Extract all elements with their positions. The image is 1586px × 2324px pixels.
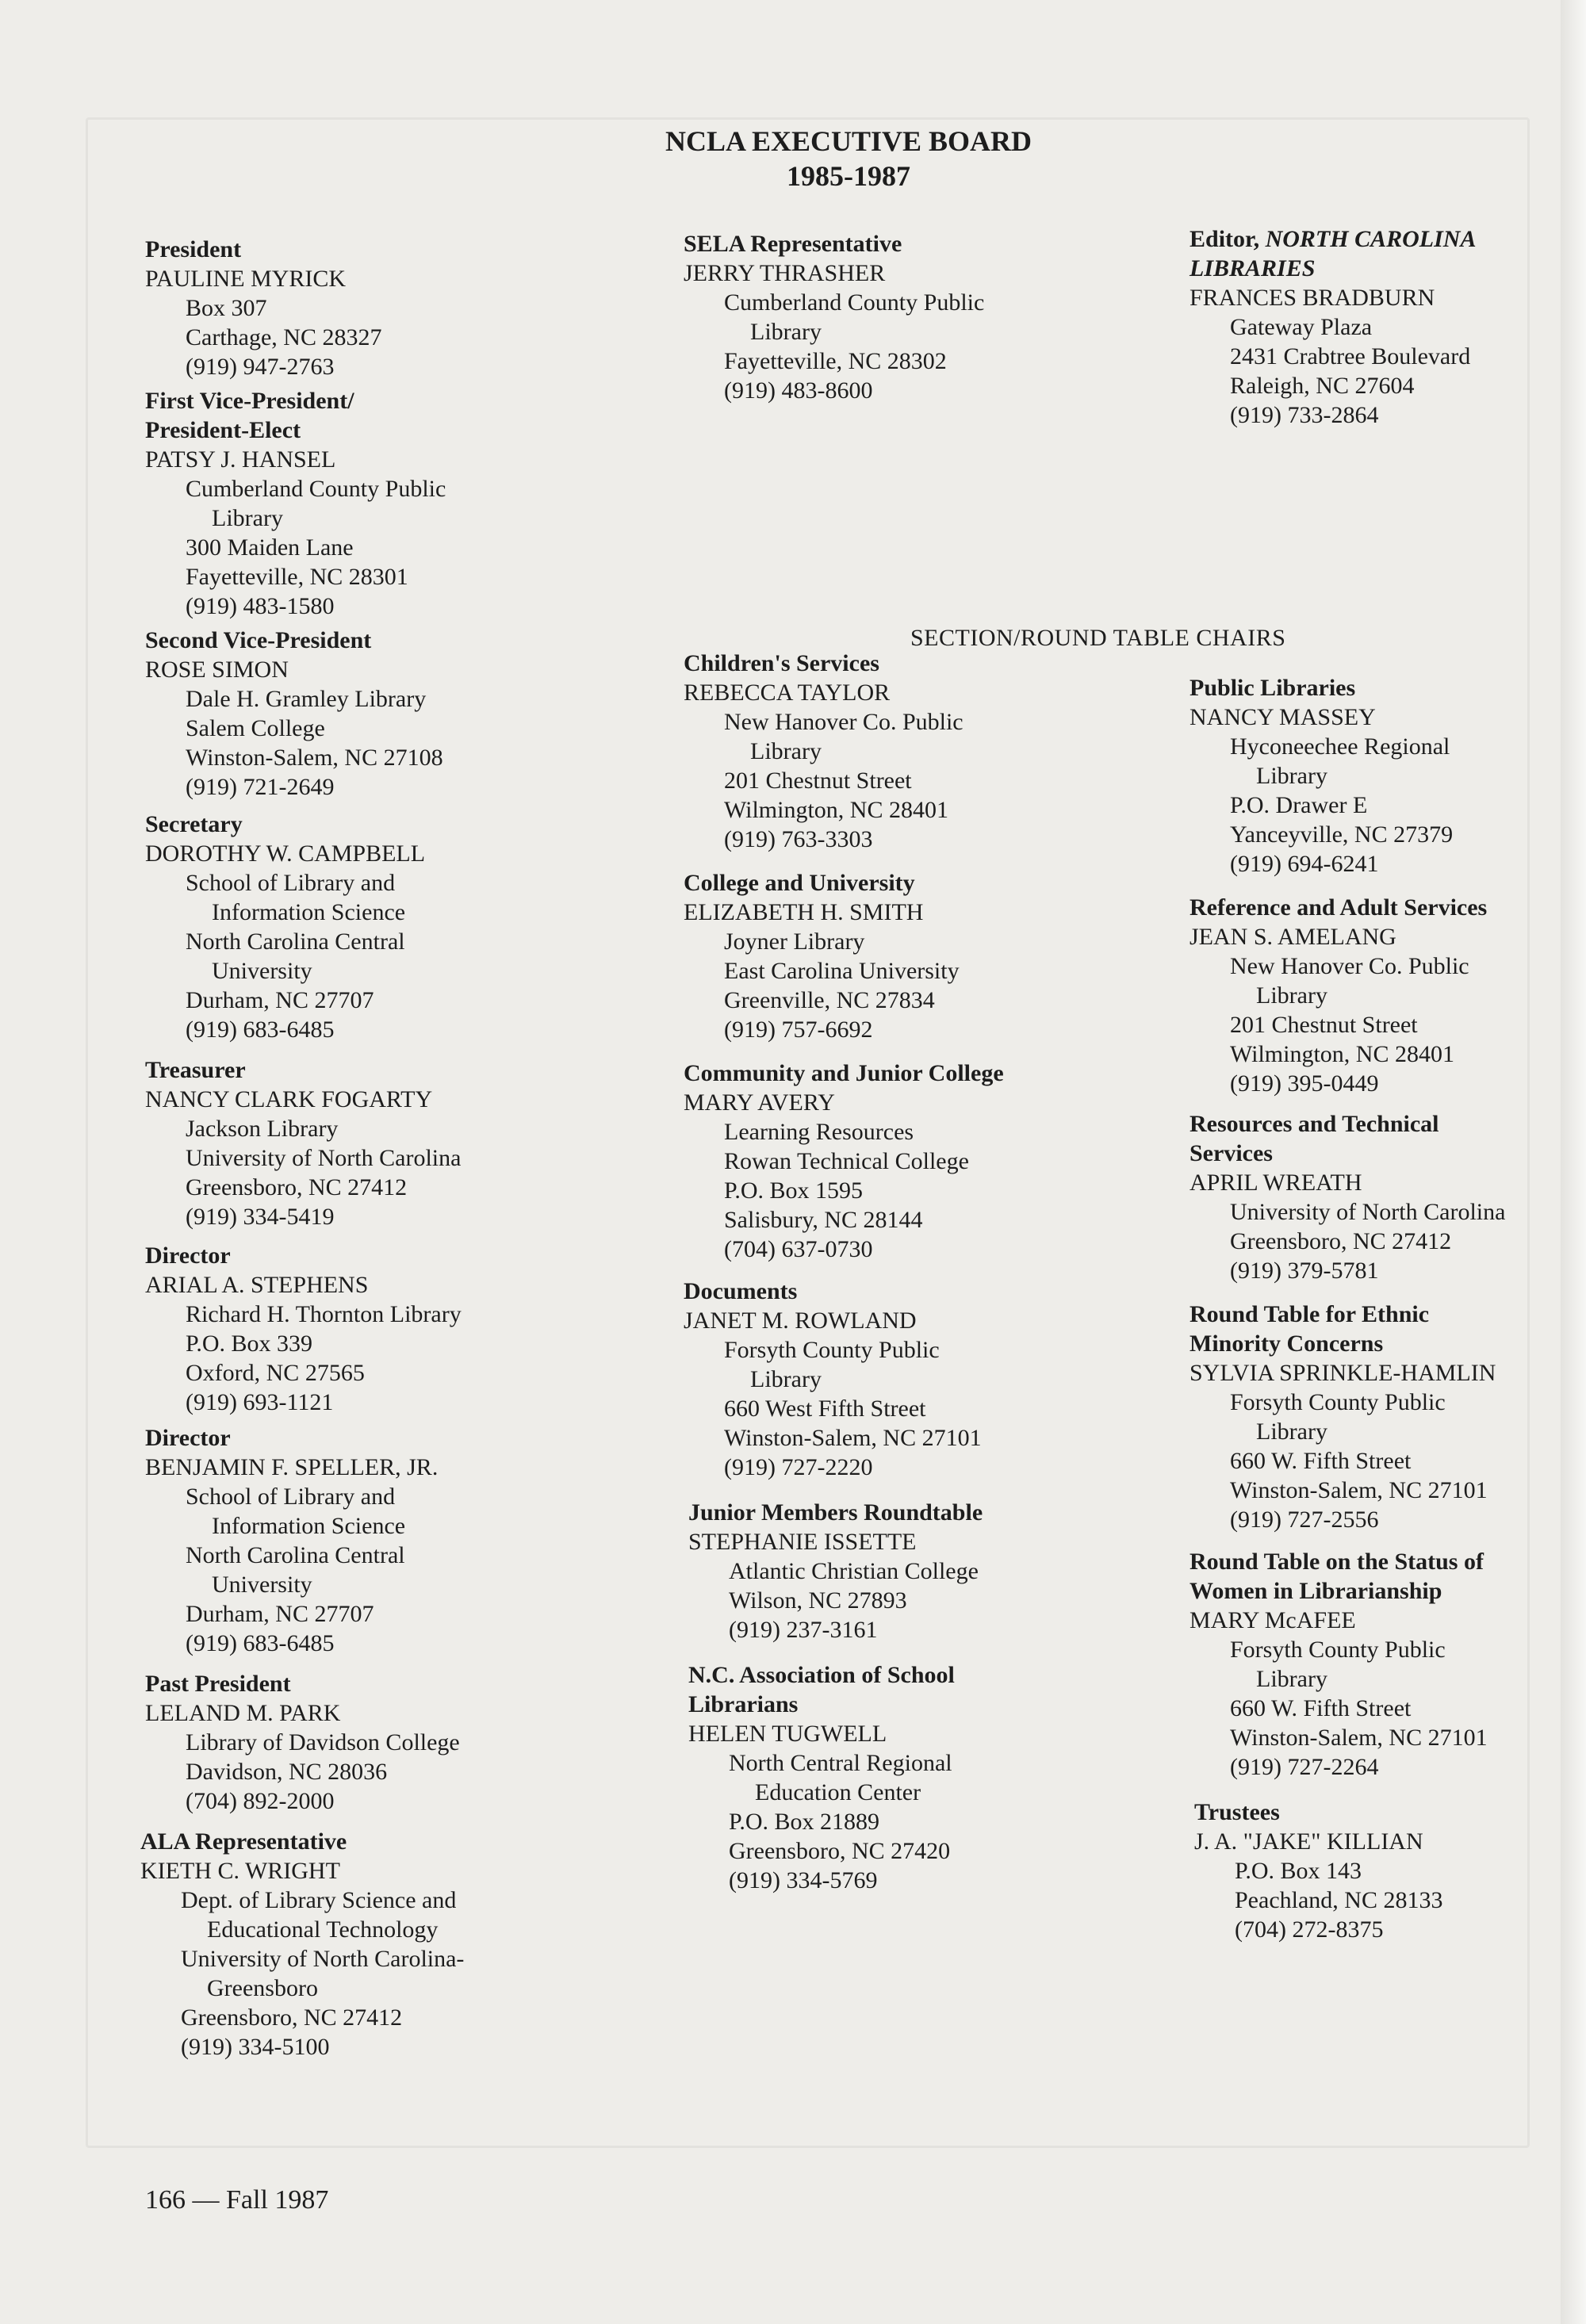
phone-number: (919) 721-2649 — [186, 774, 335, 800]
entry-ethnic-minority-roundtable — [1190, 1300, 1570, 1534]
phone-number: (919) 334-5769 — [729, 1867, 878, 1893]
address-line: Greensboro, NC 27412 — [186, 1174, 408, 1200]
address-line: Joyner Library — [724, 928, 865, 955]
address-line: Dale H. Gramley Library — [186, 686, 427, 712]
address-line: University of North Carolina — [1230, 1199, 1506, 1225]
person-name: MARY AVERY — [684, 1089, 835, 1116]
address-line: Salisbury, NC 28144 — [724, 1207, 923, 1233]
address-line: Library — [1256, 1666, 1327, 1692]
phone-number: (704) 637-0730 — [724, 1236, 873, 1262]
role-label — [1190, 254, 1570, 283]
address-line: Davidson, NC 28036 — [186, 1759, 388, 1785]
phone-number: (919) 727-2220 — [724, 1454, 873, 1480]
section-heading: SECTION/ROUND TABLE CHAIRS — [910, 625, 1286, 651]
address-line: Education Center — [755, 1779, 921, 1805]
person-name: J. A. "JAKE" KILLIAN — [1194, 1828, 1423, 1855]
role-label: Trustees — [1194, 1799, 1280, 1825]
address-line: Forsyth County Public — [1230, 1637, 1446, 1663]
role-label: Junior Members Roundtable — [688, 1499, 983, 1526]
phone-number: (919) 757-6692 — [724, 1017, 873, 1043]
phone-number: (919) 727-2264 — [1230, 1754, 1379, 1780]
person-name: NANCY MASSEY — [1190, 704, 1376, 730]
address-line: P.O. Box 339 — [186, 1330, 313, 1357]
address-line: Hyconeechee Regional — [1230, 733, 1450, 760]
entry-editor — [1190, 224, 1570, 430]
address-line: University — [212, 1572, 312, 1598]
role-label: Librarians — [688, 1691, 799, 1717]
address-line: Information Science — [212, 1513, 406, 1539]
address-line: Yanceyville, NC 27379 — [1230, 821, 1454, 848]
address-line: P.O. Box 21889 — [729, 1809, 880, 1835]
phone-number: (919) 334-5100 — [181, 2034, 330, 2060]
role-label: Past President — [145, 1671, 291, 1697]
address-line: Library — [1256, 982, 1327, 1009]
person-name: APRIL WREATH — [1190, 1170, 1362, 1196]
role-label: Public Libraries — [1190, 675, 1356, 701]
address-line: Greensboro, NC 27412 — [1230, 1228, 1452, 1254]
entry-ala-representative — [140, 1827, 589, 2062]
entry-secretary — [145, 810, 589, 1044]
address-line: Greensboro, NC 27412 — [181, 2004, 403, 2031]
entry-past-president — [145, 1669, 589, 1816]
entry-president — [145, 235, 589, 381]
role-label: First Vice-President/ — [145, 388, 354, 414]
person-name: ARIAL A. STEPHENS — [145, 1272, 369, 1298]
address-line: Box 307 — [186, 295, 267, 321]
phone-number: (919) 237-3161 — [729, 1617, 878, 1643]
address-line: School of Library and — [186, 870, 396, 896]
role-label: Round Table for Ethnic — [1190, 1301, 1430, 1327]
phone-number: (919) 483-1580 — [186, 593, 335, 619]
address-line: Winston-Salem, NC 27101 — [1230, 1725, 1488, 1751]
address-line: Jackson Library — [186, 1116, 339, 1142]
address-line: Educational Technology — [207, 1916, 439, 1943]
phone-number: (704) 272-8375 — [1235, 1916, 1384, 1943]
phone-number: (704) 892-2000 — [186, 1788, 335, 1814]
entry-treasurer — [145, 1055, 589, 1231]
address-line: North Carolina Central — [186, 1542, 405, 1568]
role-label: College and University — [684, 870, 915, 896]
person-name: PATSY J. HANSEL — [145, 446, 336, 473]
address-line: Wilmington, NC 28401 — [724, 797, 948, 823]
address-line: University of North Carolina- — [181, 1946, 465, 1972]
phone-number: (919) 727-2556 — [1230, 1507, 1379, 1533]
phone-number: (919) 733-2864 — [1230, 402, 1379, 428]
phone-number: (919) 694-6241 — [1230, 851, 1379, 877]
address-line: Winston-Salem, NC 27101 — [724, 1425, 982, 1451]
journal-title: LIBRARIES — [1190, 255, 1316, 281]
address-line: Library — [1256, 763, 1327, 789]
role-label: Treasurer — [145, 1057, 246, 1083]
address-line: Library — [750, 738, 822, 764]
entry-childrens-services — [684, 649, 1128, 854]
person-name: PAULINE MYRICK — [145, 266, 347, 292]
address-line: 201 Chestnut Street — [724, 768, 912, 794]
page-footer — [145, 2185, 328, 2215]
address-line: Fayetteville, NC 28302 — [724, 348, 947, 374]
phone-number: (919) 763-3303 — [724, 826, 873, 852]
person-name: NANCY CLARK FOGARTY — [145, 1086, 433, 1112]
page-subtitle-years: 1985-1987 — [787, 160, 910, 192]
role-label: Second Vice-President — [145, 627, 372, 653]
entry-director-2 — [145, 1423, 589, 1658]
address-line: University of North Carolina — [186, 1145, 462, 1171]
entry-public-libraries — [1190, 673, 1570, 879]
address-line: Richard H. Thornton Library — [186, 1301, 462, 1327]
entry-junior-members-roundtable — [688, 1498, 1128, 1644]
role-label: ALA Representative — [140, 1828, 347, 1855]
role-label: President — [145, 236, 242, 262]
person-name: KIETH C. WRIGHT — [140, 1858, 340, 1884]
entry-resources-technical-services — [1190, 1109, 1570, 1285]
address-line: Winston-Salem, NC 27108 — [186, 745, 443, 771]
person-name: JERRY THRASHER — [684, 260, 886, 286]
address-line: 201 Chestnut Street — [1230, 1012, 1418, 1038]
person-name: JEAN S. AMELANG — [1190, 924, 1396, 950]
role-label: Community and Junior College — [684, 1060, 1004, 1086]
entry-first-vice-president — [145, 386, 589, 621]
entry-community-junior-college — [684, 1059, 1128, 1264]
role-label: Women in Librarianship — [1190, 1578, 1442, 1604]
phone-number: (919) 683-6485 — [186, 1630, 335, 1656]
phone-number: (919) 947-2763 — [186, 354, 335, 380]
person-name: MARY McAFEE — [1190, 1607, 1356, 1633]
address-line: Salem College — [186, 715, 325, 741]
person-name: REBECCA TAYLOR — [684, 680, 891, 706]
role-label: N.C. Association of School — [688, 1662, 955, 1688]
address-line: North Central Regional — [729, 1750, 952, 1776]
address-line: Cumberland County Public — [186, 476, 446, 502]
address-line: 660 West Fifth Street — [724, 1396, 926, 1422]
address-line: 2431 Crabtree Boulevard — [1230, 343, 1471, 369]
address-line: Carthage, NC 28327 — [186, 324, 382, 350]
board-column-3 — [1190, 224, 1570, 1944]
journal-title: NORTH CAROLINA — [1265, 226, 1477, 252]
address-line: Greensboro — [207, 1975, 318, 2001]
address-line: New Hanover Co. Public — [1230, 953, 1469, 979]
address-line: Library — [1256, 1419, 1327, 1445]
page-title: NCLA EXECUTIVE BOARD — [665, 125, 1032, 157]
address-line: Cumberland County Public — [724, 289, 985, 316]
entry-trustees — [1194, 1798, 1570, 1944]
address-line: 660 W. Fifth Street — [1230, 1695, 1412, 1721]
address-line: Library of Davidson College — [186, 1729, 460, 1755]
entry-director-1 — [145, 1241, 589, 1417]
address-line: Raleigh, NC 27604 — [1230, 373, 1415, 399]
address-line: New Hanover Co. Public — [724, 709, 963, 735]
address-line: Library — [212, 505, 283, 531]
person-name: LELAND M. PARK — [145, 1700, 341, 1726]
role-label: Director — [145, 1425, 231, 1451]
entry-status-of-women-roundtable — [1190, 1547, 1570, 1782]
entry-documents — [684, 1277, 1128, 1482]
person-name: ELIZABETH H. SMITH — [684, 899, 924, 925]
address-line: School of Library and — [186, 1484, 396, 1510]
entry-nc-school-librarians — [688, 1660, 1128, 1895]
role-label: Children's Services — [684, 650, 879, 676]
address-line: Peachland, NC 28133 — [1235, 1887, 1443, 1913]
role-label: Resources and Technical — [1190, 1111, 1439, 1137]
address-line: Durham, NC 27707 — [186, 1601, 374, 1627]
address-line: University — [212, 958, 312, 984]
page-number: 166 — Fall 1987 — [145, 2185, 329, 2215]
role-label: SELA Representative — [684, 231, 902, 257]
person-name: ROSE SIMON — [145, 657, 289, 683]
address-line: Forsyth County Public — [724, 1337, 940, 1363]
address-line: North Carolina Central — [186, 928, 405, 955]
address-line: Oxford, NC 27565 — [186, 1360, 365, 1386]
address-line: Information Science — [212, 899, 406, 925]
person-name: BENJAMIN F. SPELLER, JR. — [145, 1454, 439, 1480]
role-label: Round Table on the Status of — [1190, 1549, 1484, 1575]
person-name: FRANCES BRADBURN — [1190, 285, 1435, 311]
person-name: HELEN TUGWELL — [688, 1721, 887, 1747]
entry-sela-representative — [684, 229, 1128, 405]
entry-college-university — [684, 868, 1128, 1044]
address-line: Wilson, NC 27893 — [729, 1587, 907, 1614]
address-line: Greenville, NC 27834 — [724, 987, 935, 1013]
role-label: Services — [1190, 1140, 1273, 1166]
role-label: Director — [145, 1242, 231, 1269]
entry-second-vice-president — [145, 626, 589, 802]
entry-reference-adult-services — [1190, 893, 1570, 1098]
role-label: President-Elect — [145, 417, 301, 443]
phone-number: (919) 683-6485 — [186, 1017, 335, 1043]
board-column-2 — [684, 229, 1128, 1895]
address-line: Gateway Plaza — [1230, 314, 1373, 340]
address-line: P.O. Box 1595 — [724, 1177, 864, 1204]
address-line: Winston-Salem, NC 27101 — [1230, 1477, 1488, 1503]
address-line: Library — [750, 319, 822, 345]
person-name: JANET M. ROWLAND — [684, 1307, 917, 1334]
address-line: P.O. Drawer E — [1230, 792, 1368, 818]
address-line: 660 W. Fifth Street — [1230, 1448, 1412, 1474]
phone-number: (919) 395-0449 — [1230, 1070, 1379, 1097]
role-label: Minority Concerns — [1190, 1330, 1384, 1357]
phone-number: (919) 379-5781 — [1230, 1258, 1379, 1284]
address-line: Forsyth County Public — [1230, 1389, 1446, 1415]
phone-number: (919) 693-1121 — [186, 1389, 334, 1415]
address-line: Rowan Technical College — [724, 1148, 969, 1174]
address-line: Atlantic Christian College — [729, 1558, 979, 1584]
role-label: Documents — [684, 1278, 798, 1304]
role-label: Secretary — [145, 811, 243, 837]
role-label: Reference and Adult Services — [1190, 894, 1488, 921]
address-line: Greensboro, NC 27420 — [729, 1838, 951, 1864]
address-line: Wilmington, NC 28401 — [1230, 1041, 1454, 1067]
address-line: 300 Maiden Lane — [186, 534, 354, 561]
board-column-1 — [140, 235, 589, 2062]
address-line: P.O. Box 143 — [1235, 1858, 1362, 1884]
person-name: STEPHANIE ISSETTE — [688, 1529, 917, 1555]
address-line: Durham, NC 27707 — [186, 987, 374, 1013]
phone-number: (919) 334-5419 — [186, 1204, 335, 1230]
address-line: Dept. of Library Science and — [181, 1887, 457, 1913]
address-line: East Carolina University — [724, 958, 960, 984]
address-line: Fayetteville, NC 28301 — [186, 564, 408, 590]
role-label — [1190, 224, 1570, 254]
address-line: Library — [750, 1366, 822, 1392]
person-name: DOROTHY W. CAMPBELL — [145, 840, 426, 867]
editor-role-prefix: Editor, — [1190, 226, 1260, 252]
phone-number: (919) 483-8600 — [724, 377, 873, 404]
person-name: SYLVIA SPRINKLE-HAMLIN — [1190, 1360, 1496, 1386]
address-line: Learning Resources — [724, 1119, 914, 1145]
